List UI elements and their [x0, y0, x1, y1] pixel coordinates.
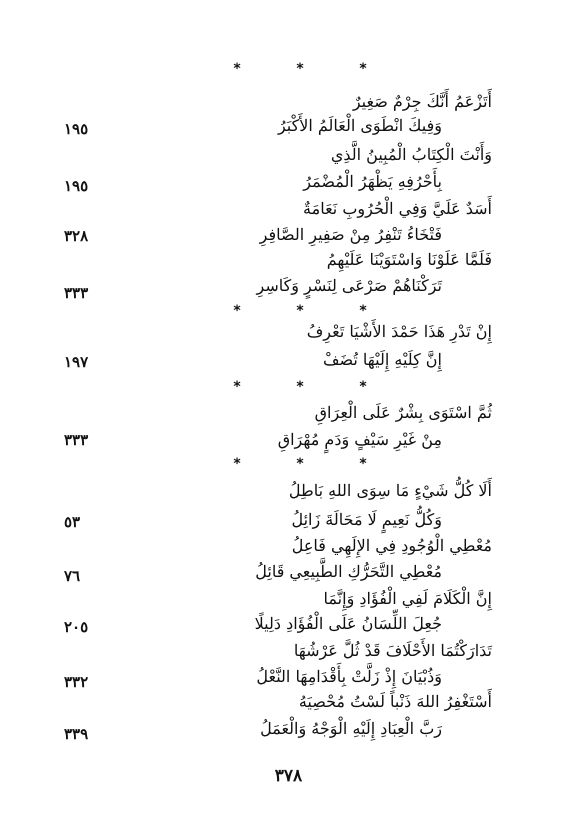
reference-number: ١٩٧	[64, 353, 89, 371]
star-glyph: *	[296, 61, 304, 77]
reference-number: ٣٣٣	[64, 284, 89, 302]
page-number: ٣٧٨	[274, 766, 303, 786]
verse-line: وَأَنْتَ الْكِتَابُ الْمُبِينُ الَّذِي	[330, 145, 492, 164]
reference-number: ٣٣٣	[64, 431, 89, 449]
star-glyph: *	[296, 303, 304, 319]
verse-line: أَتَزْعَمُ أَنَّكَ جِرْمٌ صَغِيرٌ	[352, 92, 492, 111]
reference-number: ٣٣٢	[64, 673, 89, 691]
star-glyph: *	[296, 456, 304, 472]
verse-line: وَذُبْيَانَ إِذْ زَلَّتْ بِأَقْدَامِهَا النَّعْلُ	[256, 667, 442, 686]
verse-line: تَرَكْنَاهُمْ صَرْعَى لِنَسْرٍ وَكَاسِرِ	[256, 276, 442, 295]
verse-line: وَفِيكَ انْطَوَى الْعَالَمُ الأَكْبَرُ	[277, 116, 442, 135]
reference-number: ١٩٥	[64, 177, 89, 195]
star-glyph: *	[233, 456, 241, 472]
reference-number: ٣٣٩	[64, 725, 89, 743]
verse-line: إِنْ تَدْرِ هَذَا حَمْدَ الأَشْيَا تَعْرِفُ	[306, 322, 492, 341]
separator-stars	[230, 377, 370, 397]
verse-line: إِنَّ الْكَلَامَ لَفِي الْفُؤَادِ وَإِنَّمَا	[323, 589, 492, 608]
verse-line: مُعْطِي الْوُجُودِ فِي الإِلَهِي فَاعِلُ	[291, 536, 492, 555]
verse-line: إِنَّ كِلَيْهِ إِلَيْهَا تُضَفْ	[322, 350, 442, 369]
verse-line: تَدَارَكْتُمَا الأَحْلَافَ قَدْ ثُلَّ عَرْشُهَا	[293, 641, 492, 660]
verse-line: وَكُلُّ نَعِيمٍ لَا مَحَالَةَ زَائِلُ	[291, 510, 442, 529]
verse-line: رَبَّ الْعِبَادِ إِلَيْهِ الْوَجْهُ وَالْعَمَلُ	[260, 719, 442, 738]
reference-number: ٢٠٥	[64, 618, 89, 636]
separator-stars	[230, 454, 370, 474]
star-glyph: *	[359, 379, 367, 395]
reference-number: ١٩٥	[64, 120, 89, 138]
verse-line: مِنْ غَيْرِ سَيْفٍ وَدَمٍ مُهْرَاقِ	[277, 430, 442, 449]
verse-line: بِأَحْرُفِهِ يَظْهَرُ الْمُضْمَرُ	[303, 172, 442, 191]
verse-line: مُعْطِي التَّحَرُّكِ الطَّبِيعِي قَائِلُ	[255, 562, 442, 581]
star-glyph: *	[359, 456, 367, 472]
star-glyph: *	[359, 303, 367, 319]
verse-line: ثُمَّ اسْتَوَى بِشْرٌ عَلَى الْعِرَاقِ	[314, 403, 492, 422]
star-glyph: *	[233, 379, 241, 395]
reference-number: ٧٦	[64, 567, 81, 585]
verse-line: أَسْتَغْفِرُ اللهَ ذَنْباً لَسْتُ مُحْصِيَهُ	[298, 692, 492, 711]
separator-stars	[230, 301, 370, 321]
star-glyph: *	[233, 303, 241, 319]
verse-line: فَلَمَّا عَلَوْنَا وَاسْتَوَيْنَا عَلَيْهِمُ	[326, 250, 492, 269]
star-glyph: *	[359, 61, 367, 77]
verse-line: فَتْخَاءُ تَنْفِرُ مِنْ صَفِيرِ الصَّافِرِ	[259, 225, 442, 244]
reference-number: ٣٢٨	[64, 227, 89, 245]
verse-line: أَسَدٌ عَلَيَّ وَفِي الْحُرُوبِ نَعَامَةٌ	[303, 199, 492, 218]
separator-stars	[230, 59, 370, 79]
star-glyph: *	[296, 379, 304, 395]
verse-line: جُعِلَ اللِّسَانُ عَلَى الْفُؤَادِ دَلِيلًا	[254, 614, 442, 633]
star-glyph: *	[233, 61, 241, 77]
reference-number: ٥٣	[64, 513, 81, 531]
verse-line: أَلَا كُلُّ شَيْءٍ مَا سِوَى اللهِ بَاطِلُ	[288, 481, 492, 500]
